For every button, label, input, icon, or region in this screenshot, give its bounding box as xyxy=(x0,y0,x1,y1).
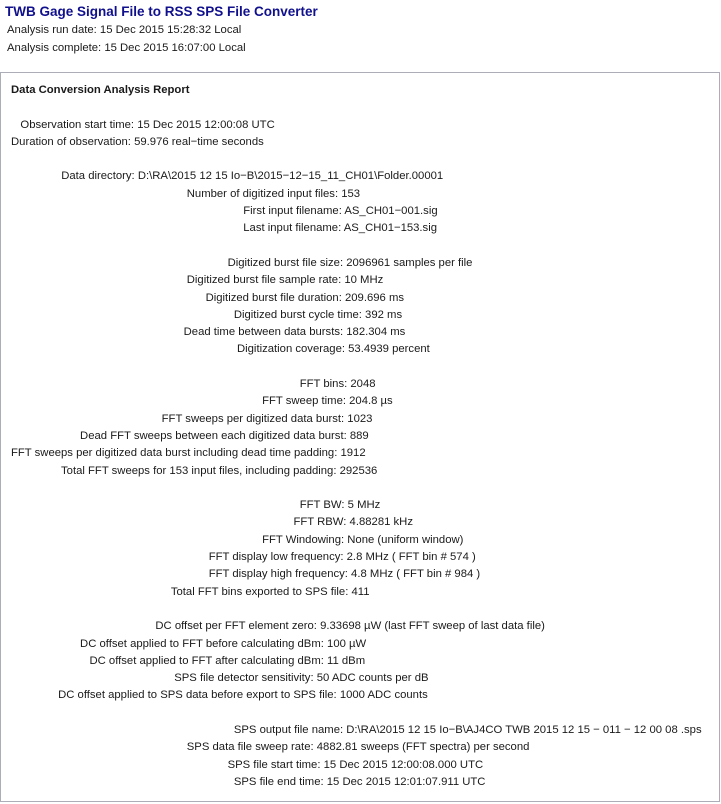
report-line: Total FFT sweeps for 153 input files, including padding: 292536 xyxy=(11,464,378,477)
report-section-dc-offset xyxy=(11,618,715,704)
report-line: DC offset applied to SPS data before export to SPS file: 1000 ADC counts xyxy=(11,689,428,702)
report-line: DC offset per FFT element zero: 9.33698 µW (last FFT sweep of last data file) xyxy=(11,620,545,633)
report-line: DC offset applied to FFT before calculating dBm: 100 µW xyxy=(11,637,367,650)
report-section-fft-sweeps xyxy=(11,376,715,480)
report-line: SPS data file sweep rate: 4882.81 sweeps (FFT spectra) per second xyxy=(11,741,530,754)
report-section-sps-output xyxy=(11,722,715,791)
report-line: SPS file start time: 15 Dec 2015 12:00:08.000 UTC xyxy=(11,758,484,771)
report-line: FFT display low frequency: 2.8 MHz ( FFT bin # 574 ) xyxy=(11,551,476,564)
report-line: Digitized burst file duration: 209.696 ms xyxy=(11,291,405,304)
report-line: FFT sweeps per digitized data burst including dead time padding: 1912 xyxy=(11,447,366,460)
report-line: Total FFT bins exported to SPS file: 411 xyxy=(11,585,370,598)
report-section-fft-bandwidth xyxy=(11,497,715,601)
report-line: Duration of observation: 59.976 real−time seconds xyxy=(11,135,264,148)
report-heading: Data Conversion Analysis Report xyxy=(11,84,190,96)
report-line: Digitized burst file sample rate: 10 MHz xyxy=(11,274,384,287)
report-line: Last input filename: AS_CH01−153.sig xyxy=(11,222,437,235)
report-line: DC offset applied to FFT after calculating dBm: 11 dBm xyxy=(11,654,366,667)
report-line: SPS file detector sensitivity: 50 ADC counts per dB xyxy=(11,672,429,685)
report-line: Number of digitized input files: 153 xyxy=(11,187,361,200)
report-line: FFT display high frequency: 4.8 MHz ( FFT bin # 984 ) xyxy=(11,568,481,581)
report-line: FFT sweeps per digitized data burst: 1023 xyxy=(11,412,373,425)
report-line: Observation start time: 15 Dec 2015 12:00:08 UTC xyxy=(11,118,275,131)
window-header xyxy=(0,0,721,57)
report-section-observation xyxy=(11,117,715,152)
analysis-run-date: Analysis run date: 15 Dec 2015 15:28:32 Local xyxy=(7,24,242,36)
app-title: TWB Gage Signal File to RSS SPS File Converter xyxy=(5,4,318,19)
report-section-input-files xyxy=(11,168,715,237)
report-line: FFT BW: 5 MHz xyxy=(11,499,381,512)
report-panel xyxy=(0,72,720,802)
report-line: FFT RBW: 4.88281 kHz xyxy=(11,516,413,529)
report-line: SPS output file name: D:\RA\2015 12 15 Io−B\AJ4CO TWB 2015 12 15 − 011 − 12 00 08 .sps xyxy=(11,723,702,736)
report-line: Dead time between data bursts: 182.304 ms xyxy=(11,326,406,339)
report-line: Digitized burst cycle time: 392 ms xyxy=(11,308,403,321)
report-line: FFT Windowing: None (uniform window) xyxy=(11,533,464,546)
report-section-digitized-burst xyxy=(11,255,715,359)
report-line: Digitized burst file size: 2096961 samples per file xyxy=(11,256,473,269)
report-line: Digitization coverage: 53.4939 percent xyxy=(11,343,430,356)
report-line: FFT bins: 2048 xyxy=(11,378,376,391)
report-line: Data directory: D:\RA\2015 12 15 Io−B\2015−12−15_11_CH01\Folder.00001 xyxy=(11,170,444,183)
report-line: Dead FFT sweeps between each digitized data burst: 889 xyxy=(11,429,369,442)
report-line: SPS file end time: 15 Dec 2015 12:01:07.911 UTC xyxy=(11,775,486,788)
analysis-complete: Analysis complete: 15 Dec 2015 16:07:00 Local xyxy=(7,42,246,55)
report-line: First input filename: AS_CH01−001.sig xyxy=(11,205,438,218)
report-line: FFT sweep time: 204.8 µs xyxy=(11,395,393,408)
